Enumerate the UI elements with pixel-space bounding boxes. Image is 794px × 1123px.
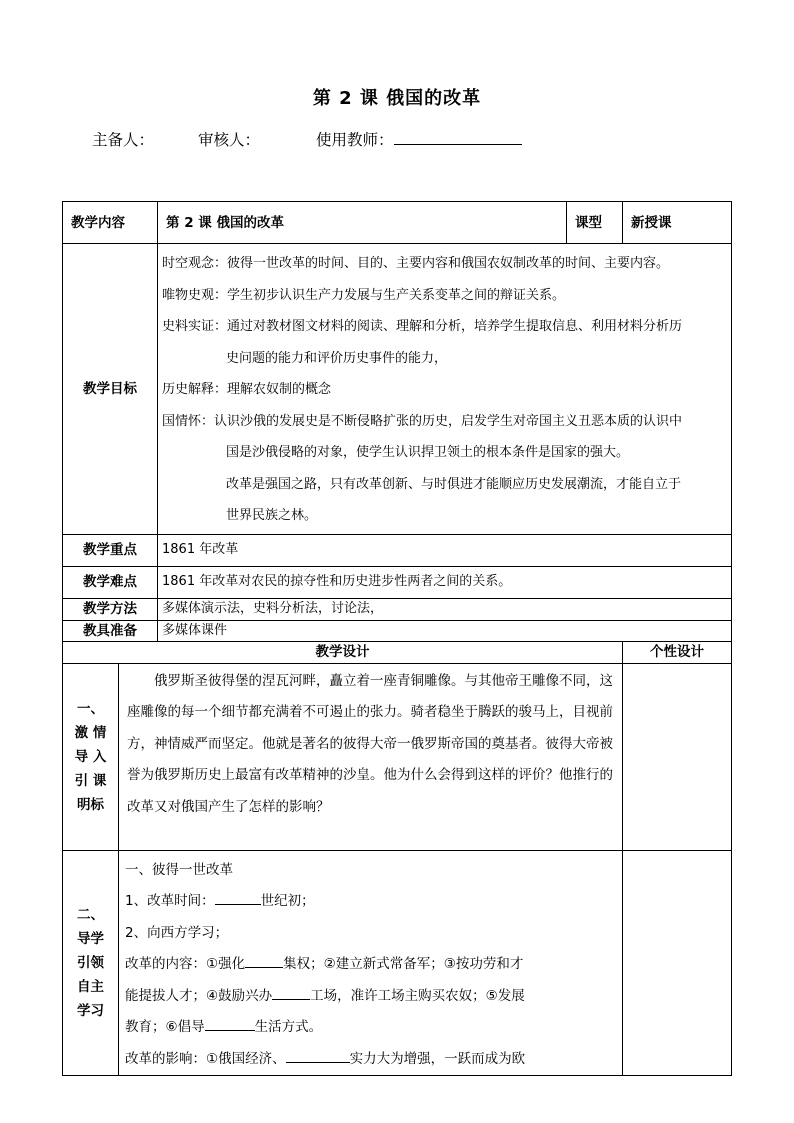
section2-content (119, 850, 623, 1076)
section1-label-line: 导 入 (74, 748, 107, 765)
section2-personal (623, 850, 732, 1076)
section1-label (63, 663, 119, 850)
section1-text: 俄罗斯圣彼得堡的涅瓦河畔，矗立着一座青铜雕像。与其他帝王雕像不同，这座雕像的每一个细节都充满着不可遏止的张力。骑者稳坐于腾跃的骏马上，目视前方，神情威严而坚定。他就是著名的彼得大帝一俄罗斯帝国的奠基者。彼得大帝被誉为俄罗斯历史上最富有改革精神的沙皇。他为什么会得到这样的评价？他推行的改革又对俄国产生了怎样的影响？ (119, 663, 623, 850)
content-text: 教育；⑥倡导 (125, 1019, 205, 1035)
impact-text: 改革的影响：①俄国经济、 (125, 1050, 286, 1067)
type-label: 课型 (567, 202, 623, 244)
impact-line (125, 1044, 616, 1076)
learn-west-line: 2、向西方学习； (125, 924, 229, 941)
impact-text: 实力大为增强，一跃而成为欧 (349, 1050, 526, 1067)
section1-row (63, 663, 732, 850)
blank-power (245, 953, 283, 968)
section2-label-line: 二、 (77, 906, 104, 923)
goal-line: 国是沙俄侵略的对象，使学生认识捍卫领土的根本条件是国家的强大。 (226, 445, 630, 460)
teacher-label: 使用教师： (316, 131, 394, 149)
content-text: 工场，准许工场主购买农奴；⑤发展 (310, 987, 525, 1004)
tools-value: 多媒体课件 (158, 620, 732, 641)
section2-label-line: 引领 (77, 954, 104, 971)
method-label: 教学方法 (63, 598, 158, 620)
difficulty-row (63, 566, 732, 598)
reform-time-label: 1、改革时间： (125, 893, 215, 909)
goal-line: 唯物史观：学生初步认识生产力发展与生产关系变革之间的辩证关系。 (162, 287, 566, 303)
section1-label-line: 一、 (77, 700, 104, 717)
difficulty-label: 教学难点 (63, 566, 158, 598)
tools-label: 教具准备 (63, 620, 158, 641)
type-value: 新授课 (623, 202, 732, 244)
goal-line: 改革是强国之路，只有改革创新、与时俱进才能顺应历史发展潮流，才能自立于 (226, 476, 682, 492)
content-text: 集权；②建立新式常备军；③按功劳和才 (283, 956, 524, 972)
section1-label-line: 激 情 (74, 724, 107, 741)
section1-label-line: 明标 (77, 796, 104, 813)
goal-line: 时空观念：彼得一世改革的时间、目的、主要内容和俄国农奴制改革的时间、主要内容。 (162, 256, 670, 271)
content-line (125, 981, 616, 1013)
reform-time-suffix: 世纪初； (260, 893, 315, 909)
goal-line: 历史解释：理解农奴制的概念 (162, 382, 332, 397)
preparer-label: 主备人： (92, 131, 155, 149)
content-label: 教学内容 (63, 202, 158, 244)
design-header: 教学设计 (63, 641, 623, 663)
reviewer-label: 审核人： (198, 131, 261, 149)
method-row (63, 598, 732, 620)
section2-row (63, 850, 732, 1076)
lesson-plan-table (62, 201, 732, 1076)
teacher-blank (394, 130, 522, 145)
teacher-field (316, 128, 522, 150)
content-line (125, 1012, 616, 1044)
section2-label-line: 导学 (77, 930, 104, 947)
blank-century (215, 890, 261, 905)
method-value: 多媒体演示法，史料分析法，讨论法， (158, 598, 732, 620)
key-point-row (63, 534, 732, 566)
goals-row (63, 244, 732, 535)
design-header-row (63, 641, 732, 663)
key-point-label: 教学重点 (63, 534, 158, 566)
goal-line: 史料实证：通过对教材图文材料的阅读、理解和分析，培养学生提取信息、利用材料分析历 (162, 319, 683, 334)
difficulty-value: 1861 年改革对农民的掠夺性和历史进步性两者之间的关系。 (158, 566, 732, 598)
content-line (125, 949, 616, 981)
content-row (63, 202, 732, 244)
goal-line: 国情怀：认识沙俄的发展史是不断侵略扩张的历史，启发学生对帝国主义丑恶本质的认识中 (162, 413, 683, 429)
content-value: 第 2 课 俄国的改革 (158, 202, 567, 244)
content-text: 生活方式。 (254, 1019, 323, 1035)
goal-line: 世界民族之林。 (226, 508, 318, 523)
section1-personal (623, 663, 732, 850)
content-text: 改革的内容：①强化 (125, 956, 246, 972)
blank-workshop (272, 985, 310, 1000)
section2-label-line: 自主 (77, 978, 104, 995)
personal-header: 个性设计 (623, 641, 732, 663)
blank-military (286, 1048, 350, 1063)
blank-lifestyle (205, 1016, 255, 1031)
page-title: 第 2 课 俄国的改革 (312, 88, 482, 109)
section1-label-line: 引 课 (74, 772, 107, 789)
content-text: 能提拔人才；④鼓励兴办 (125, 987, 273, 1004)
section2-heading: 一、彼得一世改革 (125, 861, 233, 878)
section2-label-line: 学习 (77, 1002, 104, 1019)
key-point-value: 1861 年改革 (158, 534, 732, 566)
reform-time-line (125, 886, 616, 918)
goal-line: 史问题的能力和评价历史事件的能力， (226, 350, 448, 366)
goals-label: 教学目标 (63, 244, 158, 535)
goals-content (158, 244, 732, 535)
tools-row (63, 620, 732, 641)
section2-label (63, 850, 119, 1076)
